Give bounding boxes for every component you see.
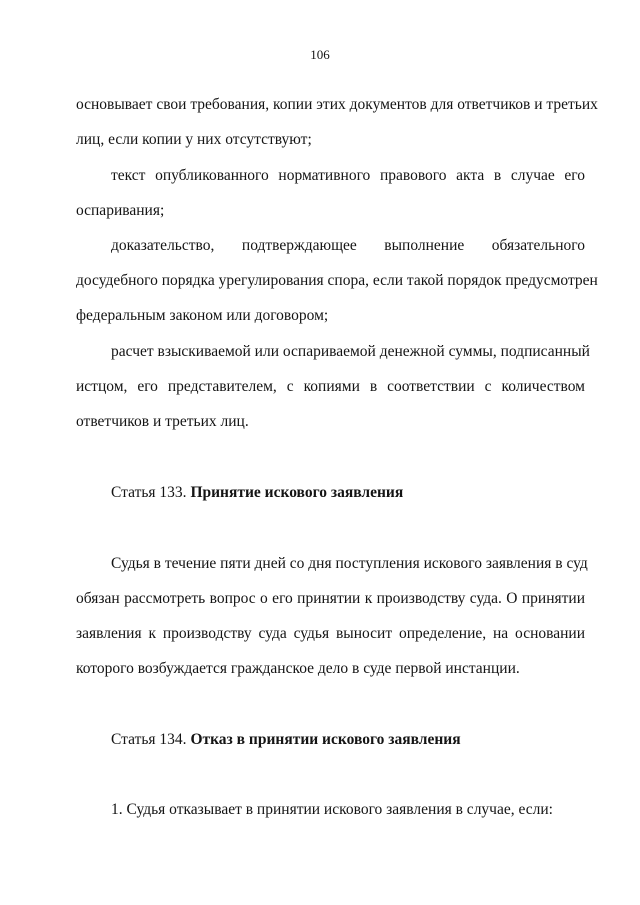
text-line: федеральным законом или договором; [76, 307, 329, 324]
article-133-heading [111, 482, 403, 504]
page-number: 106 [310, 47, 330, 62]
text-line: расчет взыскиваемой или оспариваемой денежной суммы, подписанный [111, 343, 590, 360]
text-line: лиц, если копии у них отсутствуют; [76, 131, 312, 148]
article-133-number: Статья 133. [111, 484, 187, 501]
text-line: доказательство, подтверждающее выполнение обязательного [111, 237, 585, 254]
article-134-title: Отказ в принятии искового заявления [190, 731, 461, 748]
article-133-title: Принятие искового заявления [190, 484, 404, 501]
text-line: досудебного порядка урегулирования спора, если такой порядок предусмотрен [76, 272, 598, 289]
text-line: ответчиков и третьих лиц. [76, 413, 249, 430]
text-line: заявления к производству суда судья выносит определение, на основании [76, 625, 585, 642]
text-line: оспаривания; [76, 202, 165, 219]
text-line: 1. Судья отказывает в принятии искового заявления в случае, если: [111, 801, 553, 818]
text-line: основывает свои требования, копии этих документов для ответчиков и третьих [76, 96, 598, 113]
text-line: которого возбуждается гражданское дело в суде первой инстанции. [76, 660, 520, 677]
text-line: Судья в течение пяти дней со дня поступления искового заявления в суд [111, 555, 588, 572]
text-line: обязан рассмотреть вопрос о его принятии к производству суда. О принятии [76, 590, 585, 607]
text-line: истцом, его представителем, с копиями в соответствии с количеством [76, 378, 585, 395]
text-line: текст опубликованного нормативного правового акта в случае его [111, 167, 585, 184]
article-134-number: Статья 134. [111, 731, 187, 748]
article-134-heading [111, 729, 461, 751]
